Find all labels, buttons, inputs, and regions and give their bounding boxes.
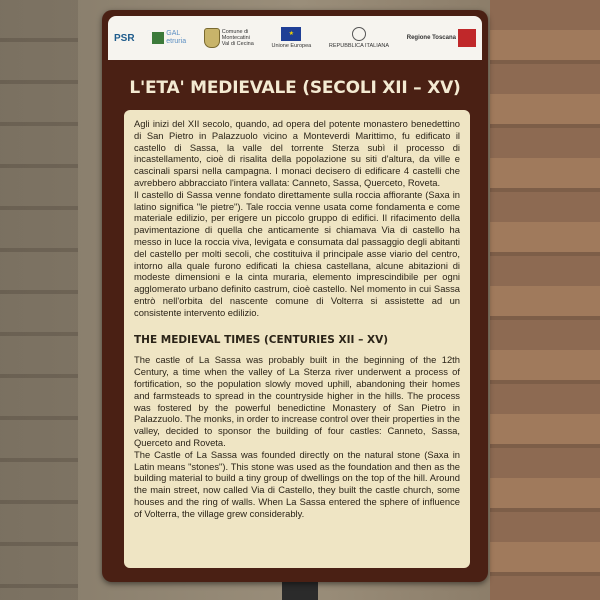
gal-icon [152,32,164,44]
gal-logo-text: GAL etruria [166,30,187,45]
repubblica-label: REPUBBLICA ITALIANA [328,42,390,49]
psr-logo-text: PSR [114,32,135,44]
gal-logo [152,30,186,45]
regione-logo [407,29,476,47]
eu-logo [271,27,311,49]
italian-paragraph-1: Agli inizi del XII secolo, quando, ad opera del potente monastero benedettino di San Pietro in Palazzuolo vicino a Monteverdi Marittimo, fu edificato il castello di Sassa, la valle del torrente Sterza subì il processo di incastellamento, cioè di risalita della popolazione su siti d'altura, da ville e cascinali sparsi nella campagna. I monaci decisero di edificare 4 castelli che avrebbero abbracciato l'intera vallata: Canneto, Sassa, Querceto, Roveta. [134,118,460,188]
comune-label: Comune di Montecatini Val di Cecina [221,28,254,48]
stone-wall-left [0,0,78,600]
psr-logo [114,33,135,44]
italian-paragraph-2: Il castello di Sassa venne fondato direttamente sulla roccia affiorante (Saxa in latino significa "le pietre"). Tale roccia venne usata come fondamenta e come materiale edilizio, per erigere un piccolo gruppo di edifici. Il rifacimento della pavimentazione di quella che anticamente si chiamava Via di castello ha messo in luce la roccia viva, levigata e consumata dal passaggio degli abitanti del castello per molti secoli, che costituiva il principale asse viario del centro, intorno alla quale furono edificati la chiesa castellana, alcune abitazioni di modeste dimensioni e la cinta muraria, elemento imprescindibile per ogni agglomerato urbano definito castrum, cioè castello. Nel momento in cui Sassa entrò nell'orbita del nascente comune di Volterra si assistette ad un consistente intervento edilizio. [134,188,460,318]
eu-label: Unione Europea [271,42,312,49]
regione-label: Regione Toscana [406,34,456,41]
english-paragraph-2: The Castle of La Sassa was founded directly on the natural stone (Saxa in Latin means "stones"). This stone was used as the foundation and then as the building material to build a tiny group of dwellings on the top of the hill. Around the main street, now called Via di Castello, they built the castle church, some houses and the ring of walls. When La Sassa entered the sphere of influence of Volterra, the village grew considerably. [134,448,460,519]
comune-crest-icon [204,28,220,48]
text-panel [124,110,470,568]
english-heading: THE MEDIEVAL TIMES (CENTURIES XII – XV) [134,333,389,346]
information-sign [102,10,488,582]
sign-title: L'ETA' MEDIEVALE (SECOLI XII – XV) [129,78,461,98]
logo-strip [108,16,482,60]
brick-wall-right [490,0,600,600]
repubblica-emblem-icon [352,27,366,41]
eu-flag-icon: ★ [281,27,301,41]
repubblica-logo [329,27,389,49]
regione-toscana-icon [458,29,476,47]
english-paragraph-1: The castle of La Sassa was probably built in the beginning of the 12th Century, a time when the valley of La Sterza river underwent a process of fortification, so the population slowly moved uphill, abandoning their homes and farmsteads to spread in the countryside higher in the hills. The process was fostered by the powerful benedictine Monastery of San Pietro in Palazzuolo. The monks, in order to increase control over their properties in the valley, decided to sponsor the building of four castles: Canneto, Sassa, Querceto and Roveta. [134,354,460,448]
comune-logo [204,28,254,48]
